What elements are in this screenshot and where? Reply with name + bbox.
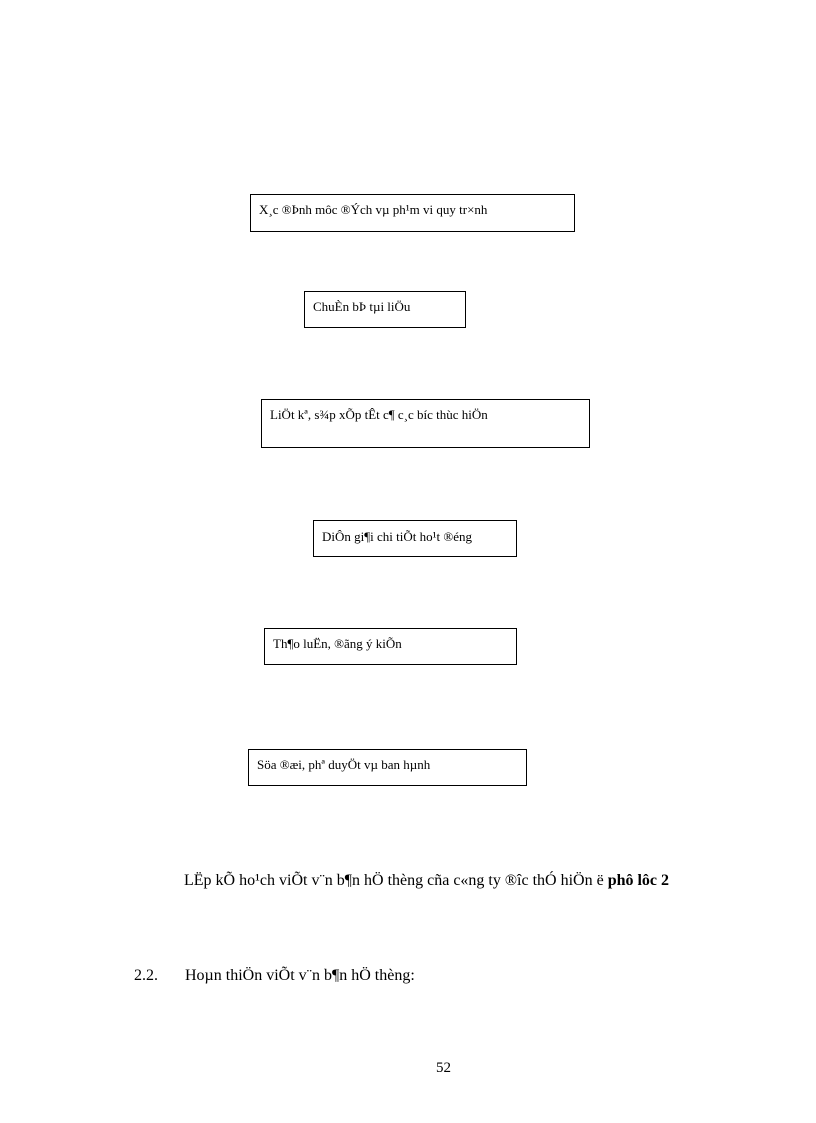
body-paragraph [137,866,757,896]
flow-step-2 [304,291,466,328]
flow-step-4 [313,520,517,557]
flow-step-2-label: ChuÈn bÞ tµi liÖu [313,299,411,314]
page-number: 52 [436,1060,451,1076]
flow-step-4-label: DiÔn gi¶i chi tiÕt ho¹t ®éng [322,529,473,544]
flow-step-3 [261,399,590,448]
body-paragraph-bold: phô lôc 2 [607,872,670,889]
body-paragraph-text: LËp kÕ ho¹ch viÕt v¨n b¶n hÖ thèng cña c«ng ty ®îc thÓ hiÖn ë [184,872,608,889]
flow-step-5 [264,628,517,665]
flow-step-6 [248,749,527,786]
flow-step-1-label: X¸c ®Þnh môc ®Ých vµ ph¹m vi quy tr×nh [259,202,488,217]
flow-step-5-label: Th¶o luËn, ®ãng ý kiÕn [273,636,402,651]
section-number: 2.2. [134,967,158,984]
section-heading [134,966,415,986]
flow-step-6-label: Söa ®æi, phª duyÖt vµ ban hµnh [257,757,431,772]
flow-step-1 [250,194,575,232]
flow-step-3-label: LiÖt kª, s¾p xÕp tÊt c¶ c¸c bíc thùc hiÖn [270,407,488,422]
section-title: Hoµn thiÖn viÕt v¨n b¶n hÖ thèng: [185,967,415,984]
